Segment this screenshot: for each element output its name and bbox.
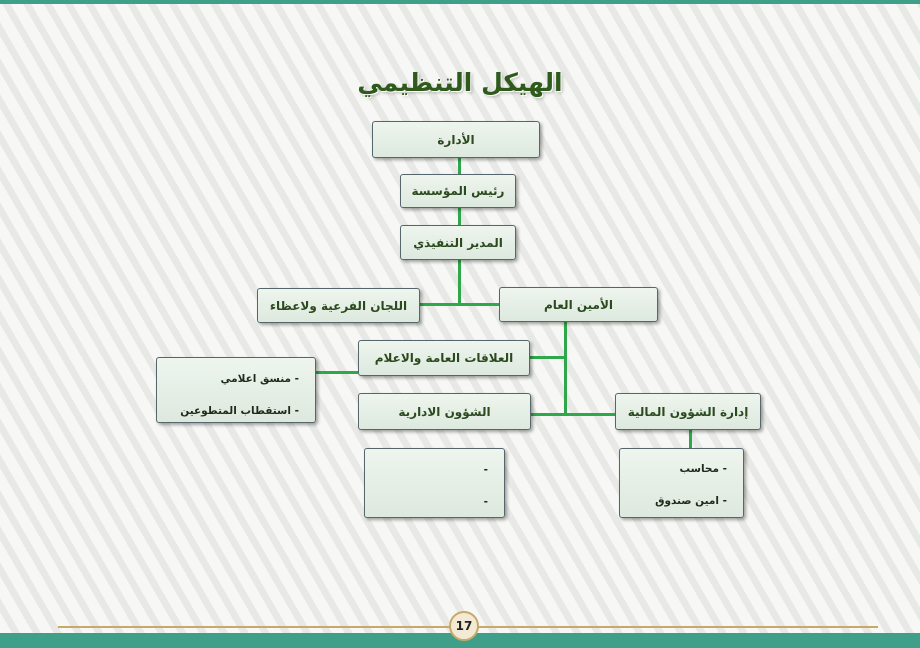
connector-trunk-pr <box>530 356 566 359</box>
top-rule <box>0 0 920 4</box>
list-administrative-affairs <box>364 448 505 518</box>
list-item: - محاسب <box>679 463 727 475</box>
box-financial-affairs: إدارة الشؤون المالية <box>615 393 761 430</box>
connector-finance-list <box>689 430 692 448</box>
connector-committees-secretary <box>420 303 500 306</box>
box-administrative-affairs: الشؤون الادارية <box>358 393 531 430</box>
box-secretary-general: الأمين العام <box>499 287 658 322</box>
list-item: - امين صندوق <box>655 495 727 507</box>
box-public-relations: العلاقات العامة والاعلام <box>358 340 530 376</box>
connector-pr-list <box>316 371 358 374</box>
connector-trunk-admin-affairs <box>531 413 615 416</box>
list-financial-affairs <box>619 448 744 518</box>
connector-secretary-trunk <box>564 322 567 415</box>
box-administration: الأدارة <box>372 121 540 158</box>
list-item: - منسق اعلامي <box>220 373 299 385</box>
list-item: - استقطاب المتطوعين <box>180 405 299 417</box>
box-committees: اللجان الفرعية ولاعظاء <box>257 288 420 323</box>
list-public-relations <box>156 357 316 423</box>
list-item: - <box>483 496 488 508</box>
list-item: - <box>483 464 488 476</box>
box-chairman: رئيس المؤسسة <box>400 174 516 208</box>
connector-admin-chairman <box>458 158 461 174</box>
connector-chairman-director <box>458 208 461 225</box>
box-executive-director: المدير التنفيذي <box>400 225 516 260</box>
connector-director-down <box>458 260 461 304</box>
page-number-badge: 17 <box>449 611 479 641</box>
page-title: الهيكل التنظيمي <box>357 68 563 97</box>
